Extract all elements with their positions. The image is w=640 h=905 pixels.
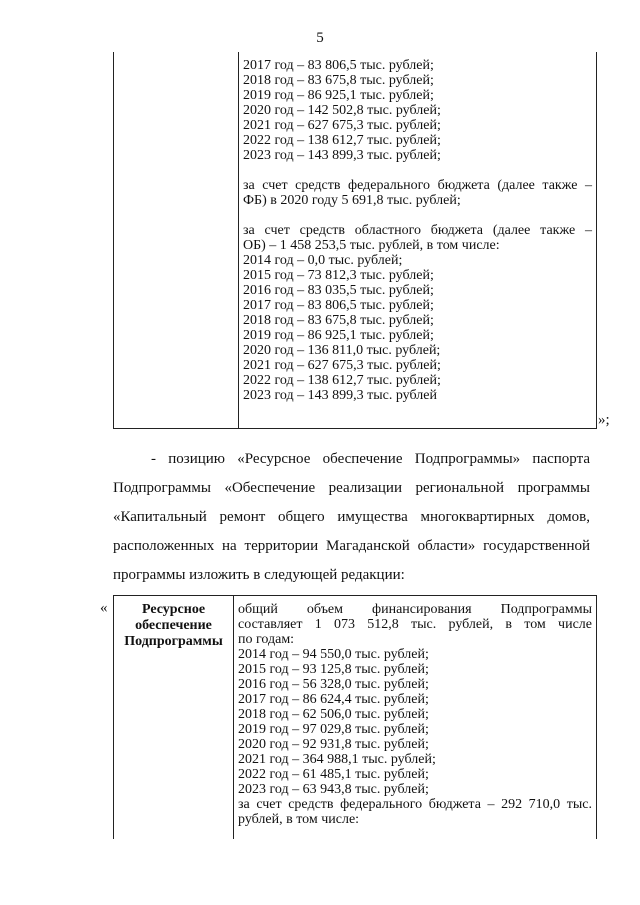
heading-line: Подпрограммы [124, 634, 223, 649]
intro-line: составляет 1 073 512,8 тыс. рублей, в том числе [238, 617, 592, 632]
intro-line: общий объем финансирования Подпрограммы [238, 602, 592, 617]
table-right-cell [239, 52, 596, 428]
table-content-cell [234, 596, 596, 839]
paragraph-line: программы изложить в следующей редакции: [113, 567, 405, 583]
year-line: 2023 год – 63 943,8 тыс. рублей; [238, 782, 429, 797]
ob-line: за счет средств областного бюджета (далее также – [243, 223, 592, 238]
year-line: 2019 год – 86 925,1 тыс. рублей; [243, 88, 434, 103]
heading-line: Ресурсное [141, 602, 206, 617]
body-paragraph [113, 452, 590, 597]
year-line: 2015 год – 93 125,8 тыс. рублей; [238, 662, 429, 677]
year-line: 2023 год – 143 899,3 тыс. рублей; [243, 148, 441, 163]
year-line: 2020 год – 92 931,8 тыс. рублей; [238, 737, 429, 752]
years-list [238, 647, 592, 797]
funding-table-continued [113, 52, 597, 429]
years-list-b [243, 253, 592, 403]
year-line: 2022 год – 138 612,7 тыс. рублей; [243, 373, 441, 388]
year-line: 2023 год – 143 899,3 тыс. рублей [243, 388, 437, 403]
year-line: 2018 год – 83 675,8 тыс. рублей; [243, 73, 434, 88]
year-line: 2021 год – 627 675,3 тыс. рублей; [243, 118, 441, 133]
year-line: 2017 год – 83 806,5 тыс. рублей; [243, 298, 434, 313]
years-list-a [243, 58, 592, 163]
closing-quote-mark: »; [598, 412, 610, 428]
paragraph-line: «Капитальный ремонт общего имущества многоквартирных домов, [113, 509, 590, 525]
fb-line: ФБ) в 2020 году 5 691,8 тыс. рублей; [243, 193, 461, 208]
year-line: 2014 год – 0,0 тыс. рублей; [243, 253, 403, 268]
heading-line: обеспечение [135, 618, 212, 633]
resource-provision-table [113, 595, 597, 839]
year-line: 2020 год – 142 502,8 тыс. рублей; [243, 103, 441, 118]
year-line: 2016 год – 83 035,5 тыс. рублей; [243, 283, 434, 298]
paragraph-line: расположенных на территории Магаданской области» государственной [113, 538, 590, 554]
ob-line: ОБ) – 1 458 253,5 тыс. рублей, в том числе: [243, 238, 500, 253]
fb-line: за счет средств федерального бюджета (далее также – [243, 178, 592, 193]
intro-line: по годам: [238, 632, 295, 647]
year-line: 2017 год – 83 806,5 тыс. рублей; [243, 58, 434, 73]
year-line: 2016 год – 56 328,0 тыс. рублей; [238, 677, 429, 692]
table-heading-cell [114, 596, 234, 839]
year-line: 2021 год – 364 988,1 тыс. рублей; [238, 752, 436, 767]
year-line: 2018 год – 83 675,8 тыс. рублей; [243, 313, 434, 328]
paragraph-line: Подпрограммы «Обеспечение реализации региональной программы [113, 480, 590, 496]
year-line: 2015 год – 73 812,3 тыс. рублей; [243, 268, 434, 283]
year-line: 2022 год – 138 612,7 тыс. рублей; [243, 133, 441, 148]
table-left-cell [114, 52, 239, 428]
fb-line: за счет средств федерального бюджета – 292 710,0 тыс. [238, 797, 592, 812]
year-line: 2020 год – 136 811,0 тыс. рублей; [243, 343, 441, 358]
paragraph-line: - позицию «Ресурсное обеспечение Подпрограммы» паспорта [151, 451, 590, 467]
year-line: 2022 год – 61 485,1 тыс. рублей; [238, 767, 429, 782]
page-number: 5 [316, 30, 324, 46]
year-line: 2018 год – 62 506,0 тыс. рублей; [238, 707, 429, 722]
year-line: 2021 год – 627 675,3 тыс. рублей; [243, 358, 441, 373]
year-line: 2019 год – 97 029,8 тыс. рублей; [238, 722, 429, 737]
opening-quote-mark: « [100, 600, 108, 616]
year-line: 2017 год – 86 624,4 тыс. рублей; [238, 692, 429, 707]
year-line: 2019 год – 86 925,1 тыс. рублей; [243, 328, 434, 343]
year-line: 2014 год – 94 550,0 тыс. рублей; [238, 647, 429, 662]
fb-line: рублей, в том числе: [238, 812, 360, 827]
